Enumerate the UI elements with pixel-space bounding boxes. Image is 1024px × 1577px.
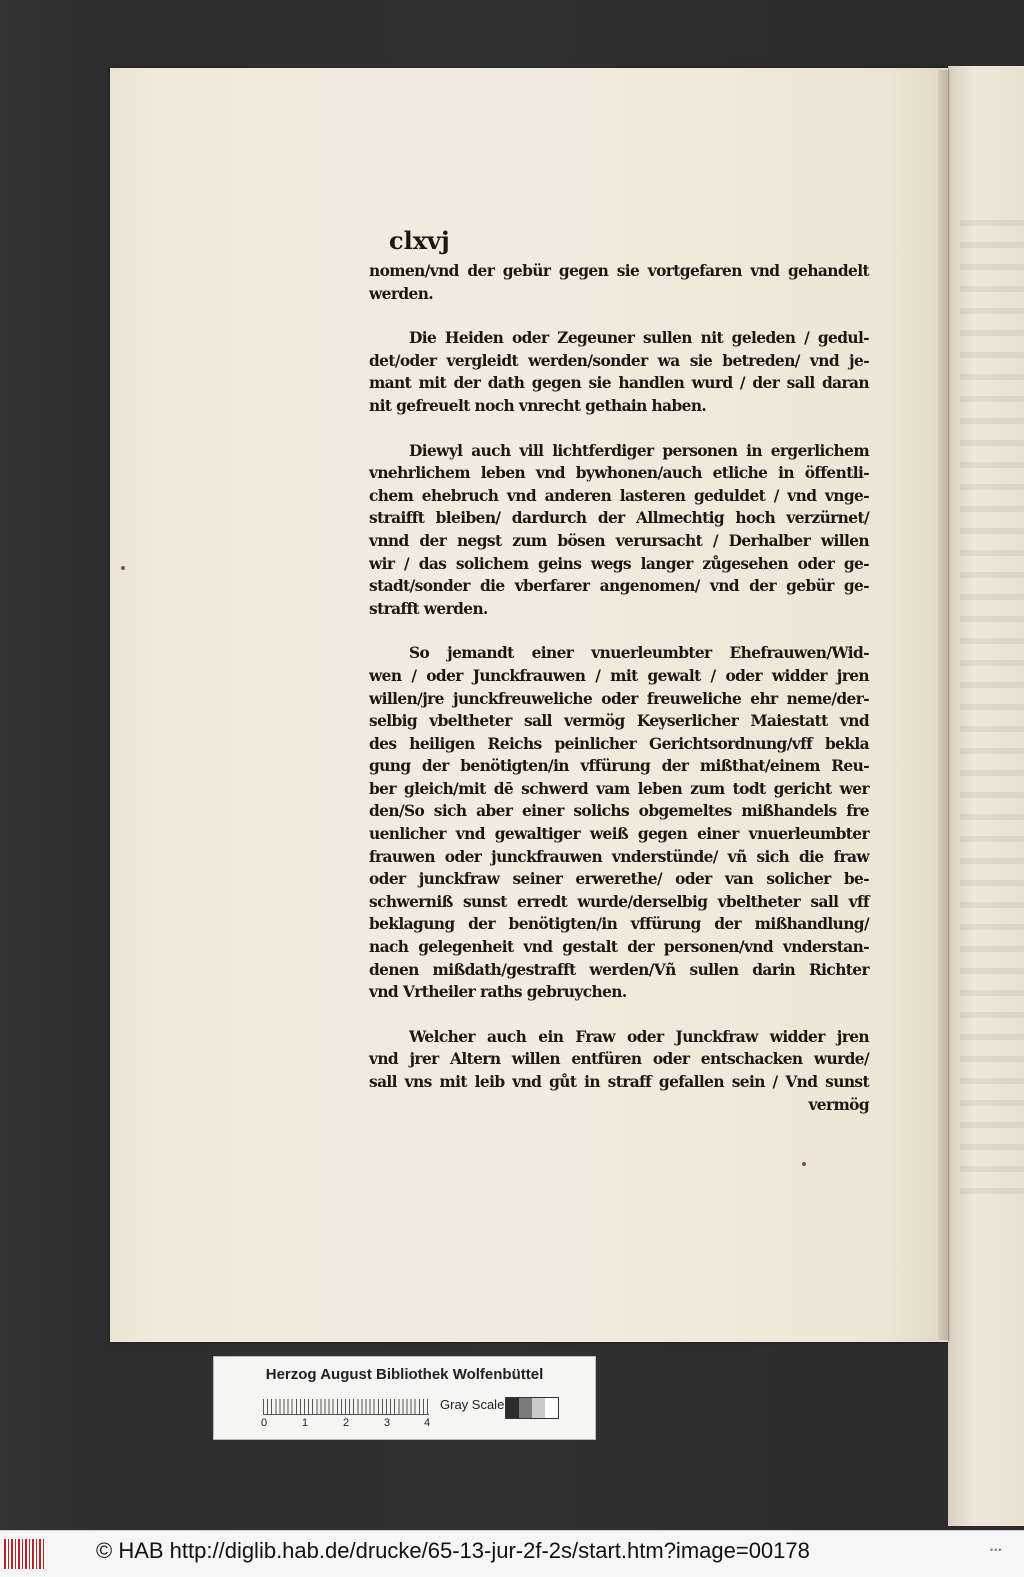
ruler bbox=[263, 1399, 429, 1415]
copyright-url[interactable]: © HAB http://diglib.hab.de/drucke/65-13-jur-2f-2s/start.htm?image=00178 bbox=[96, 1538, 810, 1563]
catchword: vermög bbox=[808, 1095, 869, 1114]
text-line: schwerniß sunst erredt wurde/derselbig vbeltheter sall vff bbox=[369, 892, 869, 911]
text-line: beklagung der benötigten/in vffürung der mißhandlung/ bbox=[369, 915, 869, 934]
paper-speck bbox=[121, 566, 125, 570]
ruler-number: 1 bbox=[302, 1417, 309, 1429]
text-line: ber gleich/mit dē schwerd vam leben zum todt gericht wer bbox=[369, 779, 869, 798]
gray-swatch bbox=[506, 1398, 519, 1418]
text-line: nomen/vnd der gebür gegen sie vortgefaren vnd gehandelt bbox=[369, 262, 869, 280]
text-line: Diewyl auch vill lichtferdiger personen in ergerlichem bbox=[409, 441, 869, 460]
text-line: werden. bbox=[369, 284, 434, 303]
text-line: des heiligen Reichs peinlicher Gerichtsordnung/vff bekla bbox=[369, 734, 869, 753]
ruler-number: 3 bbox=[384, 1417, 391, 1429]
ruler-number: 4 bbox=[424, 1417, 431, 1429]
folio-number: clxvj bbox=[389, 226, 450, 255]
gray-scale-label: Gray Scale bbox=[440, 1397, 505, 1412]
gray-swatch bbox=[532, 1398, 545, 1418]
ruler-baseline bbox=[263, 1414, 429, 1415]
text-line: vnehrlichem leben vnd bywhonen/auch etliche in öffentli- bbox=[369, 464, 869, 483]
text-line: det/oder vergleidt werden/sonder wa sie betreden/ vnd je- bbox=[369, 351, 869, 370]
text-line: straifft bleiben/ dardurch der Allmechtig hoch verzürnet/ bbox=[369, 509, 869, 528]
text-line: frauwen oder junckfrauwen vnderstünde/ vñ sich die fraw bbox=[369, 847, 869, 866]
paragraph bbox=[369, 327, 869, 417]
text-line: mant mit der dath gegen sie handlen wurd / der sall daran bbox=[369, 374, 869, 393]
text-line: denen mißdath/gestrafft werden/Vñ sullen darin Richter bbox=[369, 960, 869, 979]
text-line: nach gelegenheit vnd gestalt der personen/vnd vnderstan- bbox=[369, 938, 869, 957]
text-line: oder junckfraw seiner erwerethe/ oder van solicher be- bbox=[369, 870, 869, 889]
text-line: vnd jrer Altern willen entfüren oder entschacken wurde/ bbox=[369, 1050, 869, 1069]
page-gutter bbox=[938, 70, 948, 1340]
text-line: wir / das solichem geins wegs langer zůgesehen oder ge- bbox=[369, 554, 869, 573]
paragraphs bbox=[369, 260, 869, 1094]
gray-swatch bbox=[519, 1398, 532, 1418]
adjacent-page-bleed bbox=[960, 220, 1024, 1200]
text-line: strafft werden. bbox=[369, 599, 488, 618]
text-line: Die Heiden oder Zegeuner sullen nit geleden / gedul- bbox=[409, 329, 869, 348]
text-line: gung der benötigten/in vffürung der mißthat/einem Reu- bbox=[369, 757, 869, 776]
paragraph bbox=[369, 440, 869, 621]
paragraph bbox=[369, 1026, 869, 1094]
text-line: vnd Vrtheiler raths gebruychen. bbox=[369, 983, 627, 1002]
text-line: Welcher auch ein Fraw oder Junckfraw widder jren bbox=[409, 1027, 869, 1046]
text-line: willen/jre junckfreuweliche oder freuweliche ehr neme/der- bbox=[369, 689, 869, 708]
text-line: stadt/sonder die vberfarer angenomen/ vnd der gebür ge- bbox=[369, 577, 869, 596]
paper-speck bbox=[802, 1162, 806, 1166]
text-line: wen / oder Junckfrauwen / mit gewalt / oder widder jren bbox=[369, 666, 869, 685]
text-line: sall vns mit leib vnd gůt in straff gefallen sein / Vnd sunst bbox=[369, 1073, 869, 1091]
library-name: Herzog August Bibliothek Wolfenbüttel bbox=[265, 1366, 544, 1383]
text-line: selbig vbeltheter sall vermög Keyserlicher Maiestatt vnd bbox=[369, 712, 869, 731]
hab-logo-icon bbox=[4, 1539, 46, 1569]
text-line: So jemandt einer vnuerleumbter Ehefrauwen/Wid- bbox=[409, 644, 869, 663]
color-calibration-card bbox=[213, 1356, 596, 1440]
text-line: den/So sich aber einer solichs obgemeltes mißhandels fre bbox=[369, 802, 869, 821]
paragraph bbox=[369, 642, 869, 1004]
ruler-number: 2 bbox=[343, 1417, 350, 1429]
text-line: uenlicher vnd gewaltiger weiß gegen einer vnuerleumbter bbox=[369, 825, 869, 844]
more-dots-icon: ••• bbox=[990, 1545, 1003, 1555]
text-line: chem ehebruch vnd anderen lasteren geduldet / vnd vnge- bbox=[369, 486, 869, 505]
gray-swatch bbox=[545, 1398, 558, 1418]
gray-scale-swatches bbox=[505, 1397, 559, 1419]
printed-text bbox=[369, 226, 869, 1116]
ruler-number: 0 bbox=[261, 1417, 268, 1429]
text-line: vnnd der negst zum bösen verursacht / Derhalber willen bbox=[369, 531, 869, 550]
text-line: nit gefreuelt noch vnrecht gethain haben. bbox=[369, 396, 707, 415]
paragraph bbox=[369, 260, 869, 305]
footer-bar bbox=[0, 1530, 1024, 1577]
